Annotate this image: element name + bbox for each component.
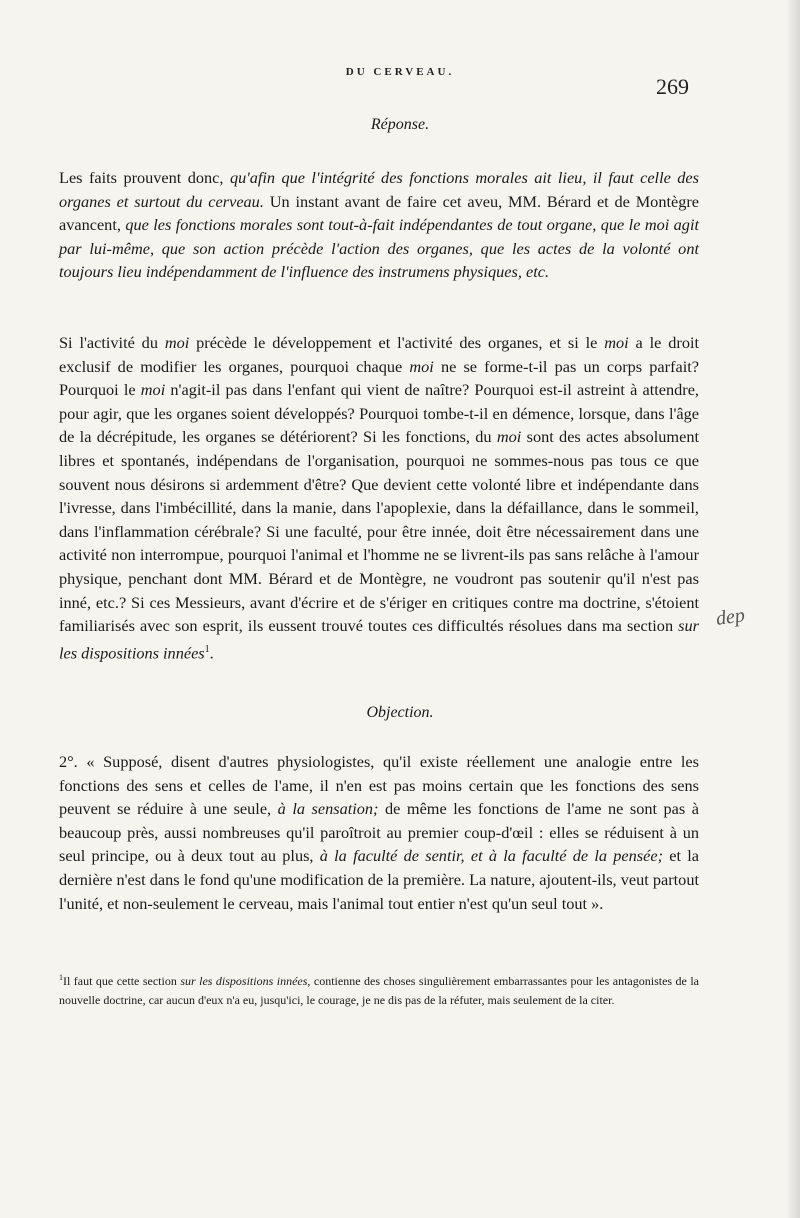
text-run: Un instant avant de faire cet aveu, MM. Bérard et de Montègre avancent, <box>59 191 699 235</box>
italic-run: moi <box>164 333 190 352</box>
italic-run: à la sensation; <box>277 799 379 819</box>
italic-run: que les fonctions morales sont tout-à-fait indépendantes de tout organe, que le moi agit par lui-même, que son action précède l'action des organes, que les actes de la volonté ont toujours lieu indépendamment de l'influence des instrumens physiques, etc. <box>59 215 699 282</box>
text-run: . <box>209 643 214 663</box>
text-run: Si l'activité du <box>59 333 165 352</box>
text-run: a le droit exclusif de modifier les organes, pourquoi chaque <box>59 333 700 376</box>
text-run: de même les fonctions de l'ame ne sont pas à beaucoup près, aussi nombreuses qu'il paroîtroit au premier coup-d'œil : elles se réduisent à un seul principe, ou à deux tout au plus, <box>59 799 699 866</box>
paragraph-objection <box>59 750 699 915</box>
heading-reponse: Réponse. <box>370 116 430 133</box>
heading-objection: Objection. <box>366 704 434 721</box>
text-run: Les faits prouvent donc, <box>59 168 230 187</box>
paragraph-reponse-2 <box>59 331 699 665</box>
footnote-marker: 1 <box>59 973 63 982</box>
italic-run: sur les dispositions innées <box>59 616 699 663</box>
text-run: Il faut que cette section <box>63 974 181 988</box>
footnote <box>59 968 699 1010</box>
text-run: , contienne des choses singulièrement embarrassantes pour les antagonistes de la nouvelle doctrine, car aucun d'eux n'a eu, jusqu'ici, le courage, je ne dis pas de la réfuter, mais seulement de la citer. <box>59 974 700 1007</box>
text-run: et la dernière n'est dans le fond qu'une modification de la première. La nature, ajoutent-ils, veut partout l'unité, et non-seulement le cerveau, mais l'animal tout entier n'est qu'un seul tout ». <box>59 846 700 913</box>
italic-run: moi <box>140 380 166 400</box>
text-run: sont des actes absolument libres et spontanés, indépendans de l'organisation, pourquoi ne sommes-nous pas tous ce que souvent nous désirons si ardemment d'être? Que devient cette volonté libre et indépendante dans l'ivresse, dans l'imbécillité, dans la manie, dans l'apoplexie, dans la défaillance, dans le sommeil, dans l'inflammation cérébrale? Si une faculté, pour être innée, doit être nécessairement dans une activité non interrompue, pourquoi l'animal et l'homme ne se livrent-ils pas sans relâche à l'amour physique, penchant dont MM. Bérard et de Montègre, ne voudront pas soutenir qu'il n'est pas inné, etc.? Si ces Messieurs, avant d'écrire et de s'ériger en critiques contre ma doctrine, s'étoient familiarisés avec son esprit, ils eussent trouvé toutes ces difficultés résolues dans ma section <box>59 427 699 636</box>
page-number: 269 <box>656 74 689 99</box>
italic-run: qu'afin que l'intégrité des fonctions morales ait lieu, il faut celle des organes et surtout du cerveau. <box>59 168 699 211</box>
text-run: ne se forme-t-il pas un corps parfait? Pourquoi le <box>59 356 699 400</box>
italic-run: moi <box>409 356 434 376</box>
text-run: 2°. « Supposé, disent d'autres physiologistes, qu'il existe réellement une analogie entre les fonctions des sens et celles de l'ame, il n'en est pas moins certain que les fonctions des sens peuvent se réduire à une seule, <box>59 752 699 819</box>
italic-run: moi <box>496 427 522 447</box>
italic-run: à la faculté de sentir, et à la faculté de la pensée; <box>319 846 663 866</box>
page-edge-shadow <box>786 0 800 1218</box>
running-title: DU CERVEAU. <box>345 66 455 78</box>
text-run: précède le développement et l'activité des organes, et si le <box>189 333 605 352</box>
paragraph-reponse-1 <box>59 166 699 284</box>
italic-run: moi <box>604 333 629 352</box>
footnote-ref: 1 <box>204 643 210 655</box>
text-run: n'agit-il pas dans l'enfant qui vient de naître? Pourquoi est-il astreint à attendre, pour agir, que les organes soient développés? Pourquoi tombe-t-il en démence, lorsque, dans l'âge de la décrépitude, les organes se détériorent? Si les fonctions, du <box>59 380 699 447</box>
italic-run: sur les dispositions innées <box>180 974 308 988</box>
margin-annotation: dep <box>714 604 747 630</box>
